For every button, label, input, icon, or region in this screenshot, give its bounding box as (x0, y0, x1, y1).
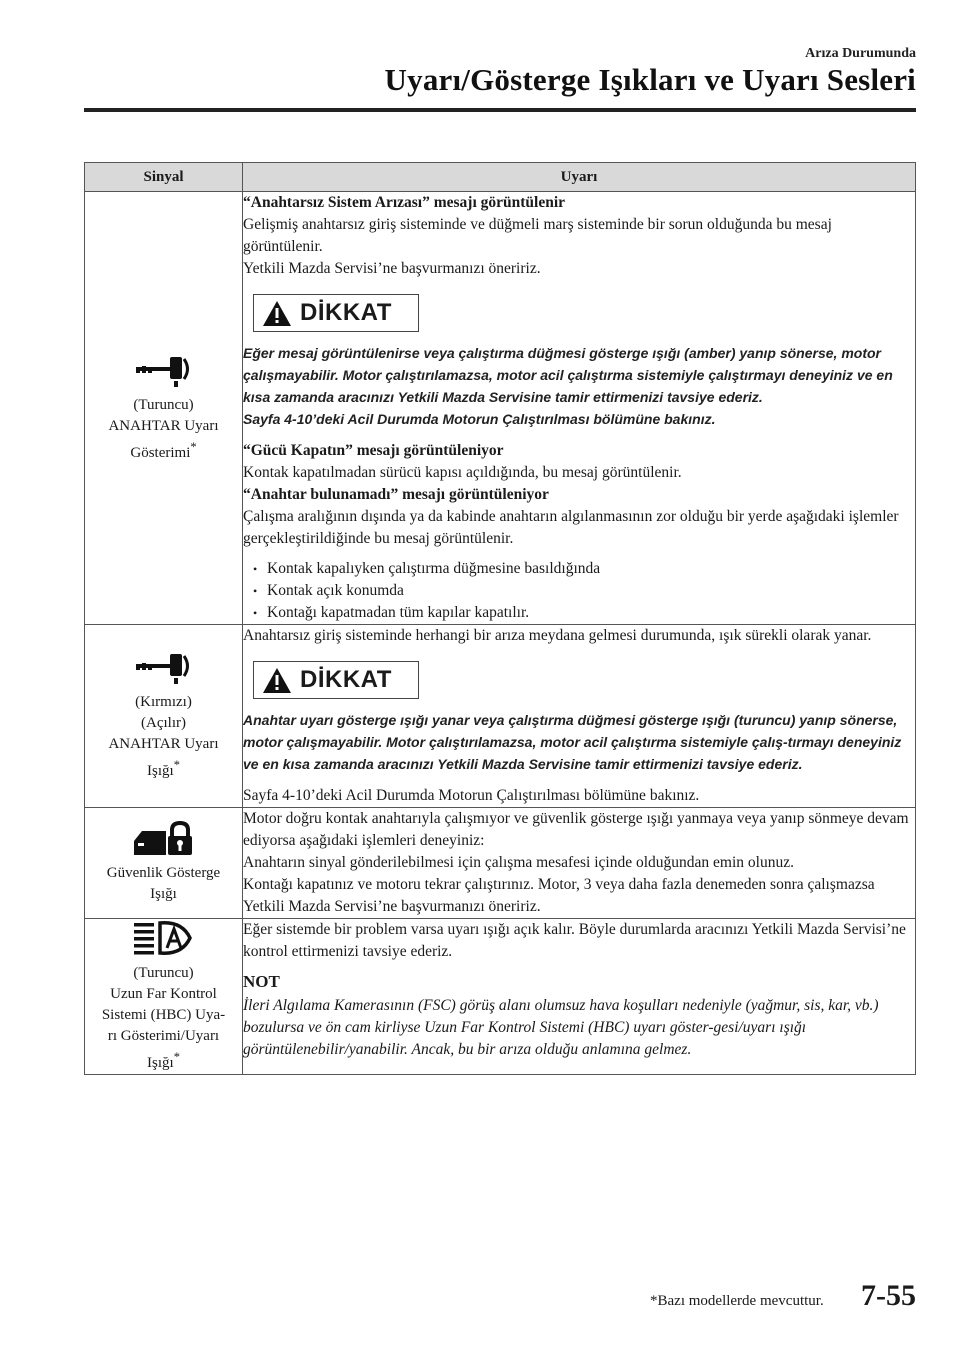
asterisk-mark: * (173, 758, 180, 772)
signal-cell (85, 625, 243, 808)
footer-note: *Bazı modellerde mevcuttur. (650, 1293, 824, 1309)
caution-label: DİKKAT (300, 666, 392, 693)
signal-name: ANAHTAR Uyarı (108, 736, 219, 752)
signal-color: (Turuncu) (133, 396, 194, 413)
warning-cell (243, 808, 916, 919)
paragraph: Gelişmiş anahtarsız giriş sisteminde ve düğmeli marş sisteminde bir sorun olduğunda bu mesaj görüntülenir. (243, 216, 832, 255)
note-heading: NOT (243, 972, 280, 991)
header-rule (84, 108, 916, 112)
paragraph: Kontağı kapatınız ve motoru tekrar çalıştırınız. Motor, 3 veya daha fazla denemeden sonra çalışmazsa Yetkili Mazda Servisi’ne başvurmanızı öneririz. (243, 876, 875, 915)
paragraph: Çalışma aralığının dışında ya da kabinde anahtarın algılanmasının zor olduğu bir yerde aşağıdaki işlemler gerçekleştirildiğinde bu mesaj görüntülenir. (243, 508, 899, 547)
caution-text: Anahtar uyarı gösterge ışığı yanar veya çalıştırma düğmesi gösterge ışığı (turuncu) yanıp sönerse, motor çalışmayabilir. Motor çalıştırılamazsa, motor acil çalıştırma sistemiyle çalış-tırmayı deneyiniz ve en kısa zamanda aracınızı Yetkili Mazda Servisine tamir ettirmenizi tavsiye ederiz. (243, 712, 902, 772)
column-header-warning: Uyarı (243, 163, 916, 192)
signal-name: Güvenlik Gösterge (106, 865, 221, 881)
signal-name-line (85, 437, 242, 464)
signal-name-end: Gösterimi (130, 444, 191, 461)
signal-name-line (85, 1047, 242, 1074)
table-row (85, 625, 916, 808)
signal-name: rı Gösterimi/Uyarı (107, 1028, 220, 1044)
signal-name-end: Işığı (147, 763, 174, 779)
signal-cell (85, 919, 243, 1075)
list-item: • Kontak kapalıyken çalıştırma düğmesine basıldığında (253, 558, 915, 580)
message-title: “Anahtar bulunamadı” mesajı görüntüleniyor (243, 486, 549, 503)
signal-name: Uzun Far Kontrol (110, 986, 217, 1002)
asterisk-mark: * (190, 439, 197, 454)
caution-text: Eğer mesaj görüntülenirse veya çalıştırma düğmesi gösterge ışığı (amber) yanıp sönerse, motor çalışmayabilir. Motor çalıştırılamazsa, motor acil çalıştırma sistemiyle çalıştırmayı deneyiniz ve en kısa zamanda aracınızı Yetkili Mazda Servisine tamir ettirmenizi tavsiye ederiz. (243, 345, 893, 405)
table-row (85, 808, 916, 919)
security-lock-icon (132, 821, 196, 857)
caution-box (253, 294, 419, 332)
note-text: İleri Algılama Kamerasının (FSC) görüş alanı olumsuz hava koşulları nedeniyle (yağmur, sis, kar, vb.) bozulursa ve ön cam kirliyse Uzun Far Kontrol Sistemi (HBC) uyarı göster-gesi/uyarı ışığı görüntülenebilir/yanabilir. Ancak, bu bir arıza olduğu anlamına gelmez. (243, 997, 879, 1058)
warning-table (84, 162, 916, 1075)
signal-mode: (Açılır) (141, 715, 186, 731)
table-row (85, 192, 916, 625)
asterisk-mark: * (173, 1050, 180, 1064)
section-header: Arıza Durumunda (805, 46, 916, 61)
warning-cell (243, 625, 916, 808)
warning-triangle-icon (262, 667, 292, 694)
paragraph: Yetkili Mazda Servisi’ne başvurmanızı öneririz. (243, 260, 541, 277)
table-header-row (85, 163, 916, 192)
paragraph: Anahtarın sinyal gönderilebilmesi için çalışma mesafesi içinde olduğundan emin olunuz. (243, 854, 794, 871)
signal-color: (Kırmızı) (135, 694, 192, 710)
paragraph: Anahtarsız giriş sisteminde herhangi bir arıza meydana gelmesi durumunda, ışık sürekli olarak yanar. (243, 627, 872, 644)
signal-name: Sistemi (HBC) Uya- (101, 1007, 226, 1023)
page-title: Uyarı/Gösterge Işıkları ve Uyarı Sesleri (384, 62, 916, 97)
paragraph: Motor doğru kontak anahtarıyla çalışmıyor ve güvenlik gösterge ışığı yanmaya veya yanıp sönmeye devam ediyorsa aşağıdaki işlemleri deneyiniz: (243, 810, 909, 849)
warning-cell (243, 919, 916, 1075)
warning-cell (243, 192, 916, 625)
hbc-headlight-icon (132, 919, 196, 957)
signal-color: (Turuncu) (133, 965, 194, 981)
message-title: “Gücü Kapatın” mesajı görüntüleniyor (243, 442, 504, 459)
signal-name-line (85, 755, 242, 782)
key-warning-icon (134, 353, 194, 389)
signal-name-end: Işığı (147, 1055, 174, 1071)
signal-name: ANAHTAR Uyarı (108, 417, 219, 434)
list-item: • Kontağı kapatmadan tüm kapılar kapatılır. (253, 602, 915, 624)
paragraph: Sayfa 4-10’deki Acil Durumda Motorun Çalıştırılması bölümüne bakınız. (243, 787, 700, 804)
key-warning-icon (134, 650, 194, 686)
page-number: 7-55 (861, 1279, 916, 1312)
message-title: “Anahtarsız Sistem Arızası” mesajı görüntülenir (243, 194, 566, 211)
bullet-list (243, 558, 915, 624)
signal-cell (85, 192, 243, 625)
signal-name-end: Işığı (150, 886, 177, 902)
column-header-signal: Sinyal (85, 163, 243, 192)
caution-box (253, 661, 419, 699)
list-item: • Kontak açık konumda (253, 580, 915, 602)
caution-label: DİKKAT (300, 299, 392, 326)
warning-triangle-icon (262, 300, 292, 327)
paragraph: Kontak kapatılmadan sürücü kapısı açıldığında, bu mesaj görüntülenir. (243, 464, 682, 481)
paragraph: Eğer sistemde bir problem varsa uyarı ışığı açık kalır. Böyle durumlarda aracınızı Yetkili Mazda Servisi’ne kontrol ettirmenizi tavsiye ederiz. (243, 921, 906, 960)
table-row (85, 919, 916, 1075)
signal-cell (85, 808, 243, 919)
caution-reference: Sayfa 4-10’deki Acil Durumda Motorun Çalıştırılması bölümüne bakınız. (243, 411, 716, 427)
